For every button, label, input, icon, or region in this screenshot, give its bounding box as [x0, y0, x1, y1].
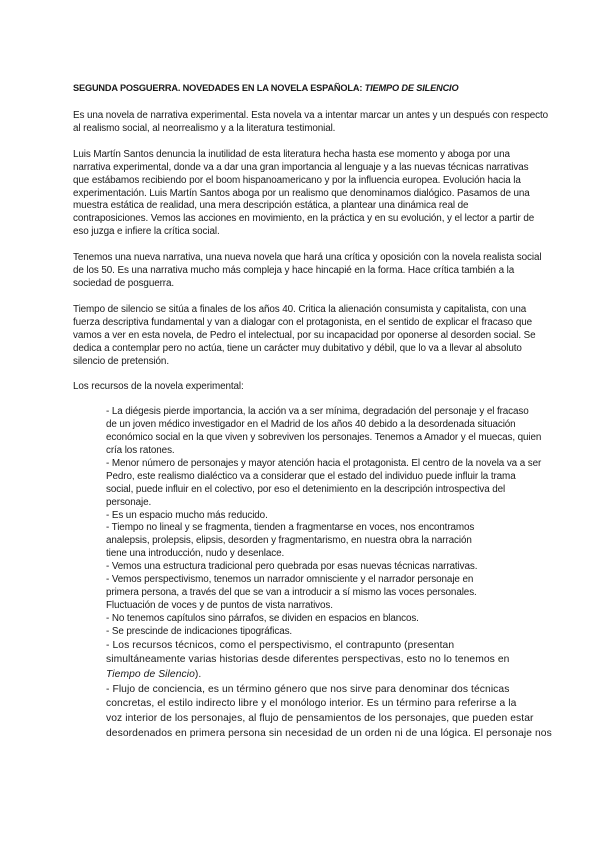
text-line: - Es un espacio mucho más reducido. [106, 509, 268, 521]
text-line: - No tenemos capítulos sino párrafos, se dividen en espacios en blancos. [106, 612, 419, 624]
text-line: muestra estática de realidad, una mera descripción estática, a plantear una dinámica real de [73, 200, 469, 212]
text-line: experimentación. Luis Martín Santos aboga por un realismo que denominamos dialógico. Pasamos de una [73, 187, 530, 199]
text-line: cría los ratones. [106, 445, 175, 457]
text-line: simultáneamente varias historias desde diferentes perspectivas, esto no lo tenemos en [106, 654, 510, 666]
text-line: - Los recursos técnicos, como el perspectivismo, el contrapunto (presentan [106, 639, 455, 651]
text-line: - Vemos una estructura tradicional pero quebrada por esas nuevas técnicas narrativas. [106, 561, 478, 573]
text-line: Tiempo de silencio se sitúa a finales de los años 40. Critica la alienación consumista y capitalista, con una [73, 303, 527, 315]
text-line: desordenados en primera persona sin necesidad de un orden ni de una lógica. El personaje nos [106, 727, 552, 739]
list-item [106, 510, 528, 523]
text-line: económico social en la que viven y sobreviven los personajes. Tenemos a Amador y el muecas, quien [106, 432, 542, 444]
italic-suffix: ). [194, 669, 202, 681]
text-line: - Flujo de conciencia, es un término género que nos sirve para denominar dos técnicas [106, 683, 510, 695]
list-item [106, 683, 552, 742]
list-item [106, 457, 542, 510]
text-line: - Vemos perspectivismo, tenemos un narrador omnisciente y el narrador personaje en [106, 574, 474, 586]
list-item [106, 613, 528, 626]
text-line: de los 50. Es una narrativa mucho más compleja y hace hincapié en la forma. Hace crítica también a la [73, 265, 515, 277]
resources-list [73, 406, 552, 741]
text-line: sociedad de posguerra. [73, 277, 175, 289]
body-paragraphs [73, 110, 549, 394]
text-line: - La diégesis pierde importancia, la acción va a ser mínima, degradación del personaje y el fracaso [106, 406, 529, 418]
paragraph [73, 303, 536, 369]
text-line: Tenemos una nueva narrativa, una nueva novela que hará una crítica y oposición con la novela realista social [73, 252, 542, 264]
text-line: silencio de pretensión. [73, 355, 169, 367]
list-item [106, 561, 528, 574]
text-line: tiene una introducción, nudo y desenlace. [106, 548, 285, 560]
text-line: social, puede influir en el colectivo, por eso el detenimiento en la descripción introspectiva del [106, 483, 506, 495]
text-line: personaje. [106, 496, 152, 508]
text-line: de un joven médico investigador en el Madrid de los años 40 debido a la desordenada situación [106, 419, 516, 431]
list-item [106, 626, 528, 639]
paragraph [73, 148, 535, 239]
text-line: narrativa experimental, donde va a dar una gran importancia al lenguaje y a las nuevas técnicas narrativas [73, 161, 529, 173]
italic-title: Tiempo de Silencio [106, 669, 195, 681]
text-line: analepsis, prolepsis, elipsis, desorden y fragmentarismo, en nuestra obra la narración [106, 535, 472, 547]
text-line: - Se prescinde de indicaciones tipográficas. [106, 625, 293, 637]
list-item [106, 406, 542, 458]
text-line: Es una novela de narrativa experimental. Esta novela va a intentar marcar un antes y un después con respecto [73, 110, 549, 121]
text-line: concretas, el estilo indirecto libre y el monólogo interior. Es un término para referirse a la [106, 698, 517, 710]
text-line: que estábamos recibiendo por el boom hispanoamericano y por la influencia europea. Evolución hacia la [73, 174, 521, 186]
text-line [106, 668, 528, 683]
text-line: Fluctuación de voces y de puntos de vista narrativos. [106, 599, 333, 611]
text-line: dedica a contemplar pero no actúa, tiene un carácter muy dubitativo y débil, que lo va a llevar al absoluto [73, 342, 522, 354]
paragraph [73, 252, 542, 291]
text-line: Los recursos de la novela experimental: [73, 381, 244, 393]
text-line: Pedro, este realismo dialéctico va a considerar que el estado del individuo puede influir la trama [106, 470, 516, 482]
text-line: - Tiempo no lineal y se fragmenta, tienden a fragmentarse en voces, nos encontramos [106, 522, 475, 534]
paragraph [73, 110, 549, 136]
list-item [106, 574, 528, 613]
text-line: eso juzga e infiere la crítica social. [73, 226, 220, 238]
text-line: Luis Martín Santos denuncia la inutilidad de esta literatura hecha hasta ese momento y aboga por una [73, 148, 510, 160]
text-line: voz interior de los personajes, al flujo de pensamientos de los personajes, que pueden estar [106, 713, 534, 725]
text-line: fuerza descriptiva fundamental y van a dialogar con el protagonista, en el sentido de explicar el fracaso que [73, 316, 532, 328]
title-italic: TIEMPO DE SILENCIO [364, 83, 459, 93]
list-item [106, 639, 528, 683]
paragraph [73, 381, 528, 394]
text-line: contraposiciones. Vemos las acciones en movimiento, en la práctica y en su evolución, y el lector a partir de [73, 213, 535, 225]
text-line: primera persona, a través del que se van a introducir a sí mismo las voces personales. [106, 587, 477, 598]
text-line: al realismo social, al neorrealismo y a la literatura testimonial. [73, 122, 336, 134]
text-line: - Menor número de personajes y mayor atención hacia el protagonista. El centro de la novela va a ser [106, 457, 542, 469]
text-line: vamos a ver en esta novela, de Pedro el intelectual, por su incapacidad por oponerse al desorden social. Se [73, 329, 536, 341]
title-prefix: SEGUNDA POSGUERRA. NOVEDADES EN LA NOVELA ESPAÑOLA: [73, 83, 365, 93]
list-item [106, 522, 528, 561]
document-title [73, 82, 528, 94]
